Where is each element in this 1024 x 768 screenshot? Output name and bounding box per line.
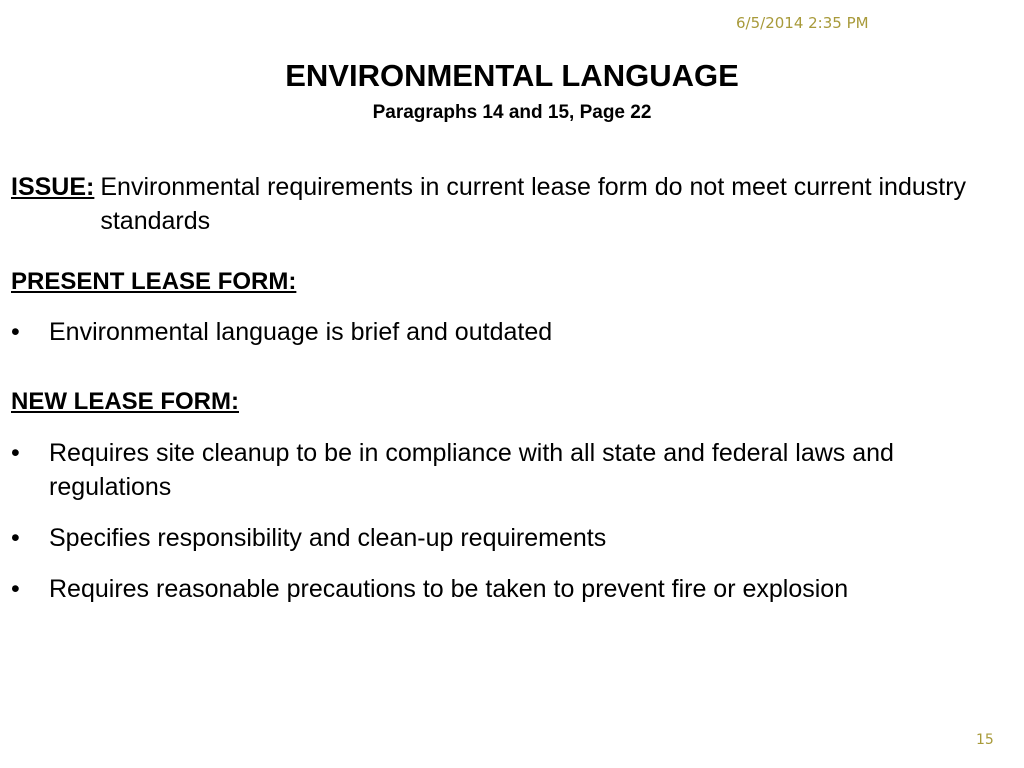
- list-item: [11, 315, 1016, 349]
- present-lease-form-heading: PRESENT LEASE FORM:: [11, 268, 297, 295]
- list-item: [11, 436, 1016, 504]
- slide-subtitle: Paragraphs 14 and 15, Page 22: [372, 102, 652, 123]
- bullet-text: Environmental language is brief and outdated: [49, 318, 553, 346]
- bullet-icon: •: [11, 439, 20, 467]
- bullet-icon: •: [11, 575, 20, 603]
- bullet-text: Requires site cleanup to be in compliance with all state and federal laws and regulations: [49, 439, 894, 501]
- slide-title: ENVIRONMENTAL LANGUAGE: [285, 58, 739, 93]
- list-item: [11, 572, 1016, 606]
- page-number: 15: [976, 732, 994, 748]
- date-time-stamp: 6/5/2014 2:35 PM: [736, 14, 869, 32]
- bullet-icon: •: [11, 524, 20, 552]
- bullet-icon: •: [11, 318, 20, 346]
- list-item: [11, 521, 1016, 555]
- issue-text: Environmental requirements in current lease form do not meet current industry standards: [100, 173, 967, 235]
- bullet-text: Requires reasonable precautions to be taken to prevent fire or explosion: [49, 575, 849, 603]
- issue-statement: [11, 170, 1011, 238]
- issue-label: ISSUE:: [11, 173, 95, 201]
- present-lease-form-list: [11, 315, 1016, 366]
- bullet-text: Specifies responsibility and clean-up requirements: [49, 524, 607, 552]
- new-lease-form-heading: NEW LEASE FORM:: [11, 388, 239, 415]
- new-lease-form-list: [11, 436, 1016, 623]
